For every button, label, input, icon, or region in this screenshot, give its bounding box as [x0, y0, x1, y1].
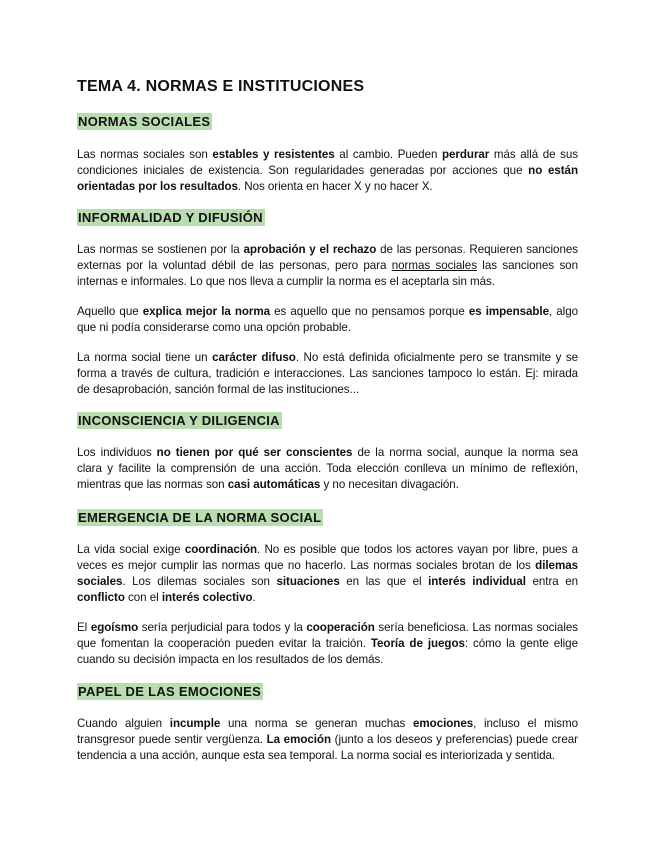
bold-text: conflicto — [77, 591, 125, 604]
text-run: Cuando alguien — [77, 717, 170, 730]
section-heading: INCONSCIENCIA Y DILIGENCIA — [78, 413, 280, 428]
section-heading: NORMAS SOCIALES — [78, 114, 211, 129]
text-run: Las normas se sostienen por la — [77, 243, 244, 256]
bold-text: coordinación — [184, 543, 258, 556]
bold-text: interés individual — [428, 575, 526, 588]
bold-text: incumple — [169, 717, 221, 730]
section-heading-wrap — [77, 509, 578, 527]
bold-text: interés colectivo — [161, 591, 253, 604]
text-run: sería perjudicial para todos y la — [138, 621, 307, 634]
text-run: de las personas. Requieren sanciones externas por la voluntad débil de las personas, pero para — [77, 243, 578, 272]
section-heading: PAPEL DE LAS EMOCIONES — [78, 684, 262, 699]
section-heading: INFORMALIDAD Y DIFUSIÓN — [78, 210, 263, 225]
bold-text: emociones — [413, 717, 474, 730]
text-run: . No está definida oficialmente pero se transmite y se forma a través de cultura, tradición e interacciones. Las sanciones tampoco lo están. Ej: mirada de desaprobación, sanción formal de las instituciones... — [77, 351, 578, 396]
bold-text: es impensable — [468, 305, 549, 318]
text-run: . Los dilemas sociales son — [122, 575, 277, 588]
underlined-text: normas sociales — [391, 259, 477, 272]
bold-text: no tienen por qué ser conscientes — [156, 446, 353, 459]
text-run: , incluso el mismo transgresor puede sentir vergüenza. — [77, 717, 578, 746]
paragraph — [77, 445, 578, 493]
text-run: . — [252, 591, 256, 604]
paragraph — [77, 304, 578, 336]
text-run: con el — [124, 591, 162, 604]
section-heading: EMERGENCIA DE LA NORMA SOCIAL — [78, 510, 322, 525]
bold-text: perdurar — [441, 148, 490, 161]
bold-text: aprobación y el rechazo — [243, 243, 377, 256]
bold-text: cooperación — [306, 621, 375, 634]
bold-text: casi automáticas — [227, 478, 321, 491]
text-run: . Nos orienta en hacer X y no hacer X. — [237, 180, 433, 193]
page-title: TEMA 4. NORMAS E INSTITUCIONES — [77, 78, 365, 95]
section-heading-wrap — [77, 209, 578, 227]
text-run: La norma social tiene un — [77, 351, 213, 364]
text-run: : cómo la gente elige cuando su decisión impacta en los resultados de los demás. — [77, 637, 578, 666]
text-run: sería beneficiosa. Las normas sociales que fomentan la cooperación pueden evitar la traición. — [77, 621, 578, 650]
text-run: (junto a los deseos y preferencias) puede crear tendencia a una acción, aunque esta sea temporal. La norma social es interiorizada y sentida. — [77, 733, 578, 762]
bold-text: Teoría de juegos — [370, 637, 465, 650]
paragraph — [77, 242, 578, 290]
text-run: más allá de sus condiciones iniciales de existencia. Son regularidades generadas por acciones que — [77, 148, 578, 177]
text-run: las sanciones son internas e informales. Lo que nos lleva a cumplir la norma es el aceptarla sin más. — [77, 259, 578, 288]
text-run: en las que el — [339, 575, 429, 588]
paragraph — [77, 350, 578, 398]
section-heading-wrap — [77, 412, 578, 430]
bold-text: explica mejor la norma — [142, 305, 271, 318]
text-run: Aquello que — [77, 305, 143, 318]
text-run: una norma se generan muchas — [220, 717, 413, 730]
bold-text: estables y resistentes — [212, 148, 335, 161]
paragraph — [77, 620, 578, 668]
text-run: de la norma social, aunque la norma sea clara y facilite la comprensión de una acción. Toda elección conlleva un mínimo de reflexión, mientras que las normas son — [77, 446, 578, 491]
text-run: al cambio. Pueden — [334, 148, 442, 161]
paragraph — [77, 716, 578, 764]
text-run: La vida social exige — [77, 543, 185, 556]
bold-text: carácter difuso — [212, 351, 296, 364]
text-run: entra en — [525, 575, 578, 588]
section-heading-wrap — [77, 683, 578, 701]
paragraph — [77, 147, 578, 195]
bold-text: no están orientadas por los resultados — [77, 164, 578, 193]
text-run: Las normas sociales son — [77, 148, 213, 161]
bold-text: situaciones — [276, 575, 340, 588]
bold-text: La emoción — [266, 733, 331, 746]
text-run: y no necesitan divagación. — [320, 478, 459, 491]
text-run: . No es posible que todos los actores vayan por libre, pues a veces es mejor cumplir las normas que no hacerlo. Las normas sociales brotan de los — [77, 543, 579, 572]
text-run: , algo que ni podía considerarse como una opción probable. — [77, 305, 578, 334]
text-run: El — [77, 621, 91, 634]
paragraph — [77, 542, 578, 606]
bold-text: egoísmo — [90, 621, 139, 634]
section-heading-wrap — [77, 113, 578, 131]
text-run: Los individuos — [77, 446, 157, 459]
bold-text: dilemas sociales — [77, 559, 578, 588]
text-run: es aquello que no pensamos porque — [270, 305, 469, 318]
